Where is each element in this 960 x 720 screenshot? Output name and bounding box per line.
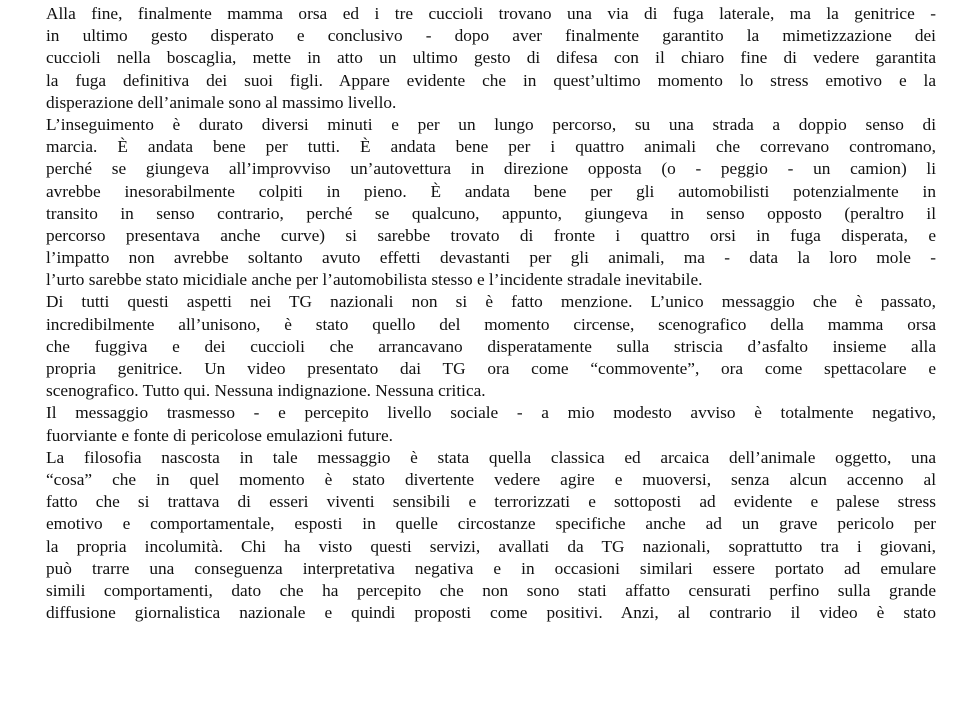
text-line: simili comportamenti, dato che ha percepito che non sono stati affatto censurati perfino sulla grande [46,580,936,600]
text-line: perché se giungeva all’improvviso un’autovettura in direzione opposta (o - peggio - un camion) li [46,159,936,179]
paragraph-3 [46,291,936,402]
text-line: fuorviante e fonte di pericolose emulazioni future. [46,425,393,445]
text-line: emotivo e comportamentale, esposti in quelle circostanze specifiche anche ad un grave pericolo per [46,514,936,534]
text-line: propria genitrice. Un video presentato dai TG ora come “commovente”, ora come spettacolare e [46,359,936,378]
text-line: fatto che si trattava di esseri viventi sensibili e terrorizzati e sottoposti ad evidente e palese stress [46,492,936,512]
text-line: la fuga definitiva dei suoi figli. Appare evidente che in quest’ultimo momento lo stress emotivo e la [46,70,936,90]
text-line: cuccioli nella boscaglia, mette in atto un ultimo gesto di difesa con il chiaro fine di vedere garantita [46,48,936,68]
text-line: marcia. È andata bene per tutti. È andata bene per i quattro animali che correvano contromano, [46,137,936,157]
text-line: diffusione giornalistica nazionale e quindi proposti come positivi. Anzi, al contrario il video è stato [46,603,936,623]
text-line: in ultimo gesto disperato e conclusivo - dopo aver finalmente garantito la mimetizzazione dei [46,26,936,46]
text-line: La filosofia nascosta in tale messaggio è stata quella classica ed arcaica dell’animale oggetto, una [46,447,936,467]
text-line: la propria incolumità. Chi ha visto questi servizi, avallati da TG nazionali, soprattutto tra i giovani, [46,536,936,556]
text-line: che fuggiva e dei cuccioli che arrancavano disperatamente sulla striscia d’asfalto insieme alla [46,336,936,356]
text-line: scenografico. Tutto qui. Nessuna indignazione. Nessuna critica. [46,381,486,401]
text-line: transito in senso contrario, perché se qualcuno, appunto, giungeva in senso opposto (peraltro il [46,203,936,223]
text-line: Di tutti questi aspetti nei TG nazionali non si è fatto menzione. L’unico messaggio che è passato, [46,292,936,312]
paragraph-1 [46,3,936,114]
article-text [46,3,936,624]
text-line: Alla fine, finalmente mamma orsa ed i tre cuccioli trovano una via di fuga laterale, ma la genitrice - [46,4,936,23]
paragraph-2 [46,114,936,292]
paragraph-4 [46,402,936,446]
paragraph-5 [46,447,936,625]
text-line: L’inseguimento è durato diversi minuti e per un lungo percorso, su una strada a doppio senso di [46,114,936,134]
text-line: avrebbe inesorabilmente colpiti in pieno. È andata bene per gli automobilisti potenzialmente in [46,181,936,201]
text-line: percorso presentava anche curve) si sarebbe trovato di fronte i quattro orsi in fuga disperata, e [46,225,936,245]
text-line: l’urto sarebbe stato micidiale anche per l’automobilista stesso e l’incidente stradale inevitabile. [46,270,703,290]
text-line: “cosa” che in quel momento è stato divertente vedere agire e muoversi, senza alcun accenno al [46,469,936,489]
text-line: disperazione dell’animale sono al massimo livello. [46,92,397,112]
text-line: può trarre una conseguenza interpretativa negativa e in occasioni similari essere portato ad emulare [46,558,936,578]
text-line: l’impatto non avrebbe soltanto avuto effetti devastanti per gli animali, ma - data la loro mole - [46,248,936,268]
text-line: Il messaggio trasmesso - e percepito livello sociale - a mio modesto avviso è totalmente negativo, [46,403,936,423]
text-line: incredibilmente all’unisono, è stato quello del momento circense, scenografico della mamma orsa [46,314,936,334]
